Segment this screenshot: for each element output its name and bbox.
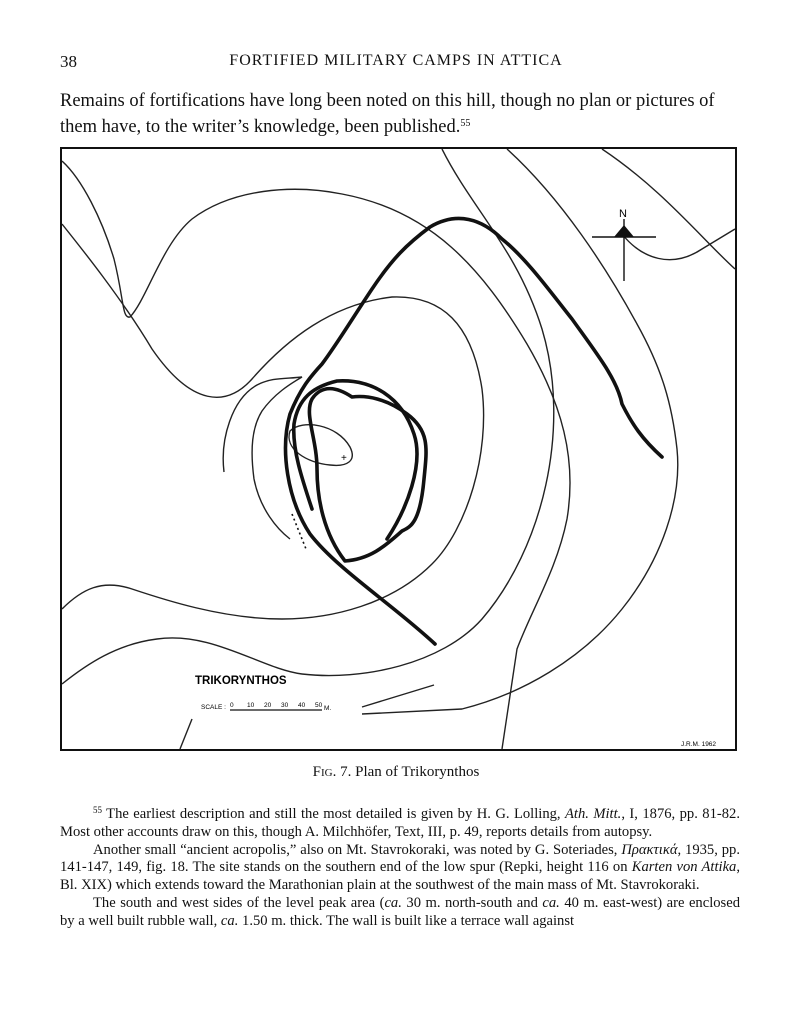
- page-number: 38: [60, 52, 77, 71]
- scale-label: SCALE :: [201, 704, 226, 711]
- north-arrow: [592, 208, 656, 281]
- footnote-text: 40 m. east-west) are enclosed by a well built rubble wall,: [60, 894, 741, 929]
- footnote-italic: Karten von Attika: [631, 859, 737, 876]
- footnote-italic: ca.: [220, 912, 239, 929]
- footnote-text: The south and west sides of the level peak area (: [93, 894, 385, 911]
- contour-line: [223, 377, 302, 539]
- map-site-label: TRIKORYNTHOS: [195, 675, 287, 687]
- site-plan-map: [62, 149, 735, 749]
- footnote-text: , 1935, pp. 141-147, 149, fig. 18. The site stands on the southern end of the low spur (Repki, height 116 on: [60, 841, 740, 876]
- scale-tick-50: 50: [315, 702, 323, 709]
- figure-caption: [0, 764, 792, 781]
- footnote-paragraph: [60, 895, 740, 931]
- scale-tick-labels: [230, 702, 323, 709]
- site-plan-figure: [60, 147, 737, 751]
- contour-line: [62, 224, 484, 619]
- footnote-text: 1.50 m. thick. The wall is built like a terrace wall against: [242, 912, 575, 929]
- footnote-italic: Ath. Mitt.: [565, 806, 622, 822]
- scale-tick-0: 0: [230, 702, 234, 709]
- footnote-paragraph: [60, 806, 740, 842]
- footnote-paragraph: [60, 842, 740, 895]
- dotted-wall-segment: [292, 514, 306, 549]
- north-label: N: [619, 208, 627, 220]
- summit-marker: +: [341, 453, 347, 464]
- scale-tick-10: 10: [247, 702, 255, 709]
- footnote-number: 55: [93, 805, 102, 815]
- scale-tick-20: 20: [264, 702, 272, 709]
- contour-line: [180, 719, 192, 749]
- scale-tick-30: 30: [281, 702, 289, 709]
- footnote-text: The earliest description and still the most detailed is given by H. G. Lolling,: [106, 806, 561, 822]
- intro-text: Remains of fortifications have long been noted on this hill, though no plan or pictures of them have, to the writer’s knowledge, been published.: [60, 91, 715, 137]
- scale-unit: M.: [324, 705, 332, 712]
- inner-wall-line: [309, 389, 426, 561]
- draughtsman-signature: J.R.M. 1962: [681, 741, 717, 748]
- footnote-text: , Bl. XIX) which extends toward the Marathonian plain at the southwest of the main mass of Mt. Stavrokoraki.: [60, 859, 741, 894]
- running-head: FORTIFIED MILITARY CAMPS IN ATTICA: [229, 52, 563, 69]
- footnote-text: Another small “ancient acropolis,” also on Mt. Stavrokoraki, was noted by G. Soteriades,: [93, 841, 618, 858]
- footnote-text: , I, 1876, pp. 81-82. Most other accounts draw on this, though A. Milchhöfer, Text, III, p. 49, reports details from autopsy.: [60, 806, 740, 840]
- footnote-text: 30 m. north-south and: [406, 894, 538, 911]
- scale-leader-line: [362, 685, 434, 707]
- figure-caption-prefix: Fig. 7.: [312, 764, 352, 780]
- footnote-ref[interactable]: 55: [460, 118, 471, 129]
- contour-line: [622, 229, 735, 260]
- footnote-italic: ca.: [542, 894, 560, 911]
- footnote-italic: ca.: [384, 894, 402, 911]
- outer-wall-line: [286, 218, 662, 644]
- intro-paragraph: [60, 88, 740, 140]
- scale-bar: [201, 702, 331, 712]
- acropolis-wall: [294, 381, 417, 539]
- footnotes: [60, 806, 740, 931]
- footnote-italic: Πρακτικά: [621, 841, 678, 858]
- scale-tick-40: 40: [298, 702, 306, 709]
- figure-caption-text: Plan of Trikorynthos: [355, 764, 480, 780]
